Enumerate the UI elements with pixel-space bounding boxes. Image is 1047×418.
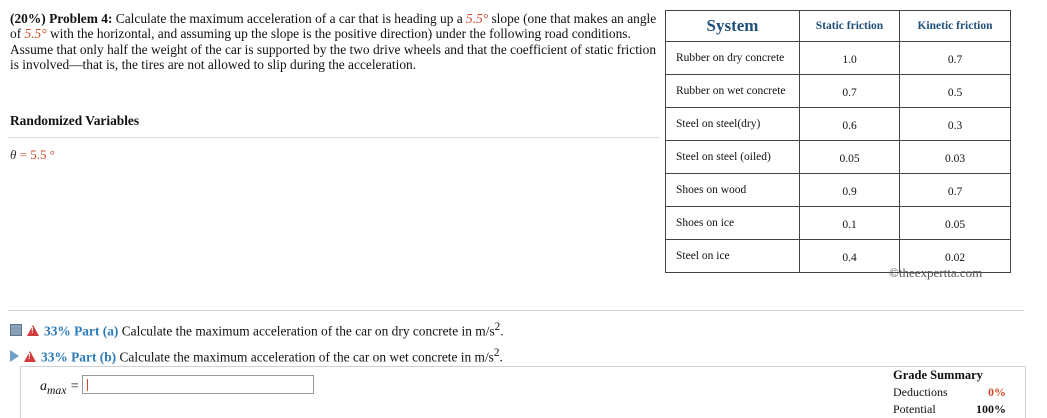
part-a-text: Calculate the maximum acceleration of the car on dry concrete in m/s — [121, 323, 495, 339]
table-row — [666, 42, 1011, 75]
table-header-row — [666, 11, 1011, 42]
system-cell: Steel on steel(dry) — [666, 108, 800, 141]
table-row — [666, 108, 1011, 141]
copyright-credit: ©theexpertta.com — [889, 265, 983, 280]
potential-label: Potential — [893, 402, 936, 416]
potential-value: 100% — [976, 402, 1006, 416]
static-cell: 0.7 — [800, 75, 900, 108]
kinetic-cell: 0.7 — [900, 174, 1011, 207]
part-a-end: . — [500, 323, 504, 339]
kinetic-cell: 0.3 — [900, 108, 1011, 141]
static-cell: 0.4 — [800, 240, 900, 273]
part-a-sup: 2 — [494, 321, 501, 333]
section-divider — [8, 310, 1024, 311]
equals-sign: = — [16, 147, 31, 162]
static-cell: 0.6 — [800, 108, 900, 141]
part-b-sup: 2 — [493, 347, 500, 359]
grade-summary — [893, 368, 1006, 417]
answer-input[interactable] — [82, 375, 314, 394]
table-row — [666, 207, 1011, 240]
divider — [8, 137, 660, 138]
grade-summary-title: Grade Summary — [893, 368, 983, 382]
table-row — [666, 174, 1011, 207]
kinetic-cell: 0.05 — [900, 207, 1011, 240]
problem-text-3: with the horizontal, and assuming up the slope is the positive direction) under the following road conditions. Assume that only half the weight of the car is supported by the two drive wheels and that the coefficient of static friction is involved—that is, the tires are not allowed to slip during the acceleration. — [10, 26, 657, 73]
problem-statement — [10, 11, 660, 73]
problem-text-1: Calculate the maximum acceleration of a car that is heading up a — [115, 11, 467, 26]
kinetic-cell: 0.5 — [900, 75, 1011, 108]
answer-equals: = — [66, 379, 80, 394]
part-b-text: Calculate the maximum acceleration of the car on wet concrete in m/s — [119, 349, 494, 365]
static-cell: 1.0 — [800, 42, 900, 75]
table-row — [666, 75, 1011, 108]
theta-random-value: 5.5 ° — [30, 147, 55, 162]
static-cell: 0.9 — [800, 174, 900, 207]
part-b-end: . — [499, 349, 503, 365]
header-static-friction: Static friction — [800, 11, 900, 42]
answer-label — [40, 379, 79, 397]
friction-table — [665, 10, 1011, 273]
system-cell: Shoes on wood — [666, 174, 800, 207]
static-cell: 0.1 — [800, 207, 900, 240]
randomized-variables-title: Randomized Variables — [10, 113, 140, 128]
part-b-label[interactable]: 33% Part (b) — [41, 349, 117, 365]
warning-icon — [24, 351, 36, 362]
kinetic-cell: 0.7 — [900, 42, 1011, 75]
system-cell: Shoes on ice — [666, 207, 800, 240]
answer-subscript: max — [47, 383, 67, 397]
expand-triangle-icon[interactable] — [10, 350, 19, 362]
theta-symbol: θ — [10, 147, 17, 162]
deductions-row — [893, 385, 1006, 400]
part-a-row[interactable] — [10, 321, 504, 339]
theta-value-1: 5.5° — [466, 11, 489, 26]
warning-icon — [27, 325, 39, 336]
system-cell: Steel on steel (oiled) — [666, 141, 800, 174]
problem-text-2: slope (one that makes an angle of — [10, 11, 657, 42]
randomized-variable — [10, 147, 55, 163]
problem-weight: (20%) — [10, 11, 46, 26]
potential-row — [893, 402, 1006, 417]
kinetic-cell: 0.02 — [900, 240, 1011, 273]
theta-value-2: 5.5° — [24, 26, 47, 42]
problem-label: Problem 4: — [49, 11, 113, 26]
problem-panel — [0, 0, 660, 309]
system-cell: Rubber on dry concrete — [666, 42, 800, 75]
header-kinetic-friction: Kinetic friction — [900, 11, 1011, 42]
table-row — [666, 141, 1011, 174]
part-a-label[interactable]: 33% Part (a) — [44, 323, 119, 339]
header-system: System — [666, 11, 800, 42]
part-b-row[interactable] — [10, 347, 503, 365]
system-cell: Rubber on wet concrete — [666, 75, 800, 108]
kinetic-cell: 0.03 — [900, 141, 1011, 174]
static-cell: 0.05 — [800, 141, 900, 174]
answer-symbol: a — [40, 379, 47, 394]
collapse-square-icon[interactable] — [10, 324, 22, 336]
deductions-label: Deductions — [893, 385, 948, 399]
system-cell: Steel on ice — [666, 240, 800, 273]
deductions-value: 0% — [988, 385, 1006, 399]
